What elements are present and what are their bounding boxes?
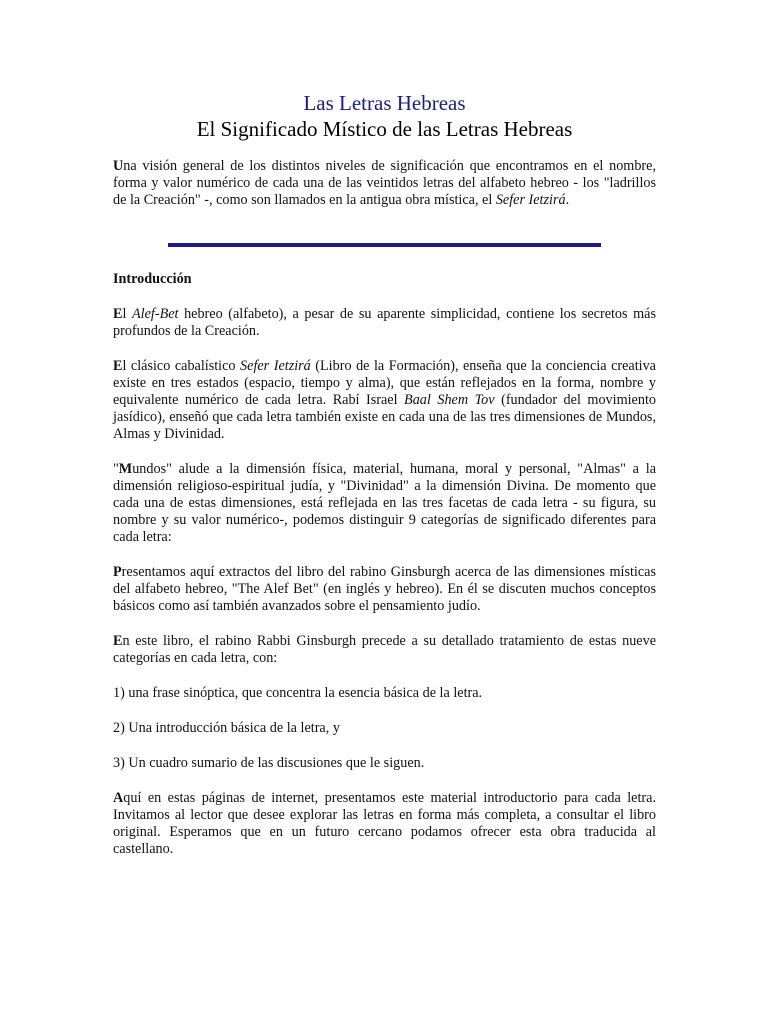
paragraph-text: l clásico cabalístico xyxy=(122,358,241,374)
drop-letter: A xyxy=(113,790,124,806)
list-item: 1) una frase sinóptica, que concentra la esencia básica de la letra. xyxy=(113,685,483,701)
list-item: 2) Una introducción básica de la letra, y xyxy=(113,720,340,736)
paragraph-text: undos" alude a la dimensión física, material, humana, moral y personal, "Almas" a la dimensión religioso-espiritual judía, y "Divinidad" a la dimensión Divina. De momento que cada una de estas dimensiones, está reflejada en las tres facetas de cada letra - su figura, su nombre y su valor numérico-, podemos distinguir 9 categorías de significado diferentes para cada letra: xyxy=(113,461,656,545)
paragraph-text: l xyxy=(122,306,132,322)
paragraph-2 xyxy=(113,358,656,443)
list-item: 3) Un cuadro sumario de las discusiones que le siguen. xyxy=(113,755,425,771)
intro-italic: Sefer Ietzirá xyxy=(495,192,566,208)
drop-letter: E xyxy=(113,306,123,322)
intro-text: na visión general de los distintos niveles de significación que encontramos en el nombre, forma y valor numérico de cada una de las veintidos letras del alfabeto hebreo - los "ladrillos de la Creación" -, como son llamados en la antigua obra mística, el xyxy=(113,158,656,208)
horizontal-rule xyxy=(168,243,601,247)
paragraph-italic: Sefer Ietzirá xyxy=(240,358,311,374)
paragraph-text: (Libro de la Formación), enseña que la conciencia creativa existe en tres estados (espacio, tiempo y alma), que están reflejados en la forma, nombre y equivalente numérico de cada letra. Rabí Israel xyxy=(113,358,656,408)
drop-letter: U xyxy=(113,158,124,174)
paragraph-text: " xyxy=(113,461,119,477)
paragraph-italic: Baal Shem Tov xyxy=(404,392,495,408)
page-title: Las Letras Hebreas xyxy=(303,91,466,115)
intro-end: . xyxy=(565,192,570,208)
paragraph-text: (fundador del movimiento jasídico), enseñó que cada letra también existe en cada una de las tres dimensiones de Mundos, Almas y Divinidad. xyxy=(113,392,656,442)
section-heading: Introducción xyxy=(113,271,192,287)
paragraph-4 xyxy=(113,564,656,615)
paragraph-1 xyxy=(113,306,656,340)
page-subtitle: El Significado Místico de las Letras Hebreas xyxy=(196,117,573,141)
intro-paragraph xyxy=(113,158,656,209)
paragraph-6 xyxy=(113,790,656,858)
document-page xyxy=(113,90,656,876)
paragraph-italic: Alef-Bet xyxy=(132,306,179,322)
drop-letter: E xyxy=(113,633,123,649)
paragraph-text: hebreo (alfabeto), a pesar de su aparente simplicidad, contiene los secretos más profundos de la Creación. xyxy=(113,306,656,339)
paragraph-text: n este libro, el rabino Rabbi Ginsburgh precede a su detallado tratamiento de estas nueve categorías en cada letra, con: xyxy=(113,633,656,666)
drop-letter: P xyxy=(113,564,122,580)
paragraph-3 xyxy=(113,461,656,546)
paragraph-text: resentamos aquí extractos del libro del rabino Ginsburgh acerca de las dimensiones místicas del alfabeto hebreo, "The Alef Bet" (en inglés y hebreo). En él se discuten muchos conceptos básicos como así también avanzados sobre el pensamiento judío. xyxy=(113,564,656,614)
paragraph-5 xyxy=(113,633,656,667)
paragraph-text: quí en estas páginas de internet, presentamos este material introductorio para cada letra. Invitamos al lector que desee explorar las letras en forma más completa, a consultar el libro original. Esperamos que en un futuro cercano podamos ofrecer esta obra traducida al castellano. xyxy=(113,790,656,857)
drop-letter: E xyxy=(113,358,123,374)
drop-letter: M xyxy=(118,461,133,477)
